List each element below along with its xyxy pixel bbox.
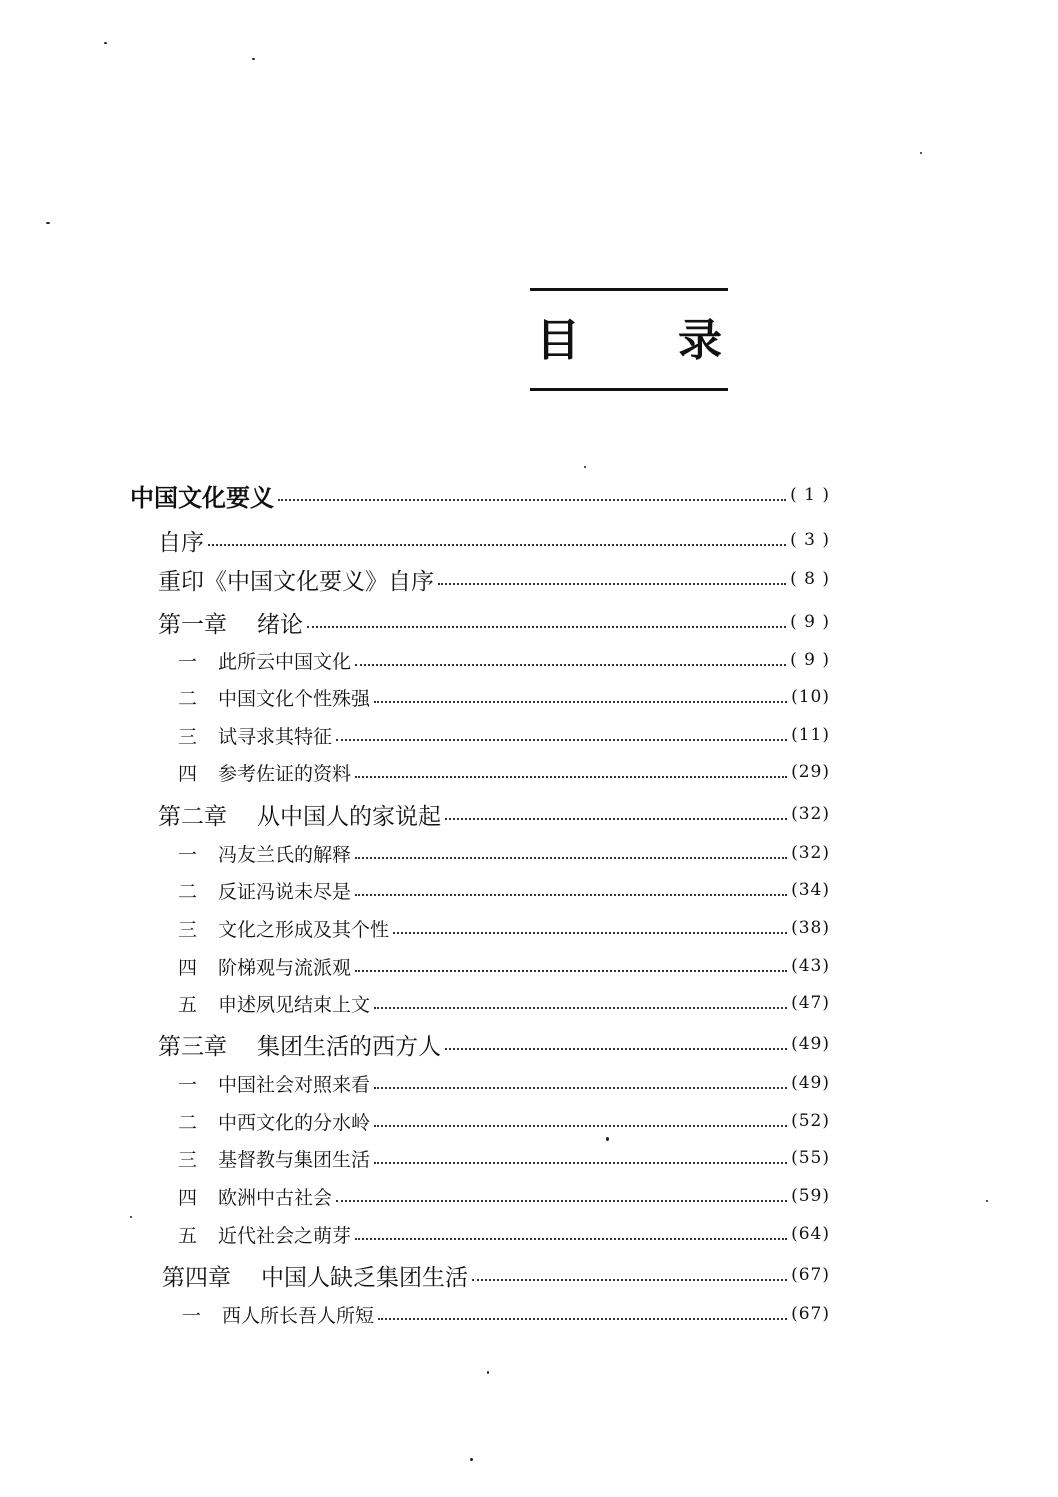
- toc-entry-page: ( 9 ): [790, 650, 830, 670]
- toc-entry-label: 文化之形成及其个性: [218, 918, 390, 941]
- toc-entry-page: (43): [791, 956, 830, 976]
- section-number: 四: [178, 762, 198, 785]
- toc-entry-label: 重印《中国文化要义》自序: [158, 568, 434, 594]
- chapter-number: 第三章: [158, 1033, 227, 1059]
- section-number: 四: [178, 1186, 198, 1209]
- toc-entry-3-5[interactable]: [178, 1219, 830, 1249]
- toc-entry-label: 申述夙见结束上文: [218, 993, 371, 1016]
- toc-entry-chapter-4[interactable]: [162, 1260, 830, 1290]
- leader-dots: [355, 892, 787, 896]
- leader-dots: [355, 774, 787, 778]
- section-number: 二: [178, 687, 198, 710]
- toc-entry-page: (49): [791, 1073, 830, 1093]
- toc-entry-label: 中国社会对照来看: [218, 1073, 371, 1096]
- toc-entry-label: 欧洲中古社会: [218, 1186, 333, 1209]
- scan-speck: [470, 1458, 473, 1461]
- toc-entry-1-4[interactable]: [178, 757, 830, 787]
- toc-entry-page: (64): [791, 1224, 830, 1244]
- leader-dots: [355, 968, 787, 972]
- toc-entry-page: ( 9 ): [790, 612, 830, 632]
- leader-dots: [355, 662, 786, 666]
- leader-dots: [445, 816, 787, 820]
- toc-entry-4-1[interactable]: [182, 1299, 830, 1329]
- leader-dots: [336, 737, 787, 741]
- section-number: 三: [178, 918, 198, 941]
- toc-entry-label: 中国人缺乏集团生活: [261, 1264, 468, 1290]
- leader-dots: [336, 1198, 787, 1202]
- chapter-number: 第二章: [158, 803, 227, 829]
- leader-dots: [374, 1123, 787, 1127]
- chapter-number: 第一章: [158, 611, 227, 637]
- toc-entry-label: 近代社会之萌芽: [218, 1224, 352, 1247]
- toc-entry-2-3[interactable]: [178, 913, 830, 943]
- toc-entry-page: (59): [791, 1186, 830, 1206]
- leader-dots: [307, 624, 786, 628]
- toc-entry-chapter-2[interactable]: [158, 799, 830, 829]
- scan-speck: [46, 222, 50, 224]
- toc-entry-page: ( 8 ): [790, 569, 830, 589]
- toc-entry-3-1[interactable]: [178, 1068, 830, 1098]
- leader-dots: [208, 542, 786, 546]
- toc-entry-label: 冯友兰氏的解释: [218, 843, 352, 866]
- toc-entry-page: (52): [791, 1111, 830, 1131]
- leader-dots: [393, 930, 787, 934]
- toc-entry-label: 绪论: [257, 611, 303, 637]
- leader-dots: [374, 699, 787, 703]
- leader-dots: [374, 1005, 787, 1009]
- leader-dots: [374, 1160, 787, 1164]
- toc-entry-chapter-3[interactable]: [158, 1029, 830, 1059]
- toc-entry-3-2[interactable]: [178, 1106, 830, 1136]
- toc-entry-label: 基督教与集团生活: [218, 1148, 371, 1171]
- toc-entry-book[interactable]: [130, 480, 830, 510]
- toc-entry-label: 西人所长吾人所短: [222, 1304, 375, 1327]
- toc-entry-page: (38): [791, 918, 830, 938]
- section-number: 四: [178, 956, 198, 979]
- scan-speck: [487, 1371, 489, 1374]
- leader-dots: [445, 1046, 787, 1050]
- toc-entry-page: (34): [791, 880, 830, 900]
- toc-entry-2-4[interactable]: [178, 951, 830, 981]
- section-number: 一: [178, 1073, 198, 1096]
- leader-dots: [355, 1236, 787, 1240]
- section-number: 二: [178, 880, 198, 903]
- toc-entry-label: 此所云中国文化: [218, 650, 352, 673]
- section-number: 三: [178, 725, 198, 748]
- toc-entry-2-5[interactable]: [178, 988, 830, 1018]
- toc-entry-label: 中国文化个性殊强: [218, 687, 371, 710]
- scan-speck: [920, 152, 922, 154]
- toc-entry-1-1[interactable]: [178, 645, 830, 675]
- toc-entry-label: 试寻求其特征: [218, 725, 333, 748]
- toc-entry-label: 反证冯说未尽是: [218, 880, 352, 903]
- toc-entry-label: 从中国人的家说起: [257, 803, 441, 829]
- toc-entry-page: (11): [791, 725, 830, 745]
- toc-entry-page: (55): [791, 1148, 830, 1168]
- toc-entry-page: ( 3 ): [790, 530, 830, 550]
- toc-entry-page: (10): [791, 687, 830, 707]
- toc-entry-label: 中国文化要义: [130, 482, 274, 510]
- toc-entry-page: (29): [791, 762, 830, 782]
- toc-entry-chapter-1[interactable]: [158, 607, 830, 637]
- toc-entry-label: 中西文化的分水岭: [218, 1111, 371, 1134]
- section-number: 二: [178, 1111, 198, 1134]
- toc-entry-preface[interactable]: [158, 525, 830, 555]
- toc-entry-3-3[interactable]: [178, 1143, 830, 1173]
- toc-entry-2-1[interactable]: [178, 838, 830, 868]
- leader-dots: [374, 1085, 787, 1089]
- toc-entry-1-3[interactable]: [178, 720, 830, 750]
- scan-speck: [130, 1216, 132, 1218]
- chapter-number: 第四章: [162, 1264, 231, 1290]
- leader-dots: [438, 581, 786, 585]
- title-char-mu: 目: [536, 315, 580, 366]
- toc-entry-page: (32): [791, 804, 830, 824]
- toc-entry-page: ( 1 ): [790, 485, 830, 505]
- toc-entry-label: 参考佐证的资料: [218, 762, 352, 785]
- section-number: 五: [178, 1224, 198, 1247]
- section-number: 三: [178, 1148, 198, 1171]
- scan-speck: [606, 1137, 609, 1141]
- toc-entry-3-4[interactable]: [178, 1181, 830, 1211]
- toc-entry-label: 集团生活的西方人: [257, 1033, 441, 1059]
- toc-entry-page: (67): [791, 1304, 830, 1324]
- scan-speck: [104, 42, 107, 44]
- toc-entry-page: (67): [791, 1265, 830, 1285]
- leader-dots: [472, 1277, 787, 1281]
- toc-entry-reprint-preface[interactable]: [158, 564, 830, 594]
- title-char-lu: 录: [678, 315, 722, 366]
- leader-dots: [378, 1316, 787, 1320]
- leader-dots: [355, 855, 787, 859]
- toc-entry-page: (49): [791, 1034, 830, 1054]
- section-number: 一: [178, 843, 198, 866]
- scan-speck: [584, 466, 586, 468]
- section-number: 一: [182, 1304, 202, 1327]
- toc-entry-page: (47): [791, 993, 830, 1013]
- section-number: 五: [178, 993, 198, 1016]
- leader-dots: [278, 497, 786, 501]
- toc-entry-label: 自序: [158, 529, 204, 555]
- toc-entry-2-2[interactable]: [178, 875, 830, 905]
- scan-speck: [986, 1200, 988, 1202]
- scan-speck: [252, 58, 255, 60]
- section-number: 一: [178, 650, 198, 673]
- toc-entry-page: (32): [791, 843, 830, 863]
- toc-entry-1-2[interactable]: [178, 682, 830, 712]
- toc-entry-label: 阶梯观与流派观: [218, 956, 352, 979]
